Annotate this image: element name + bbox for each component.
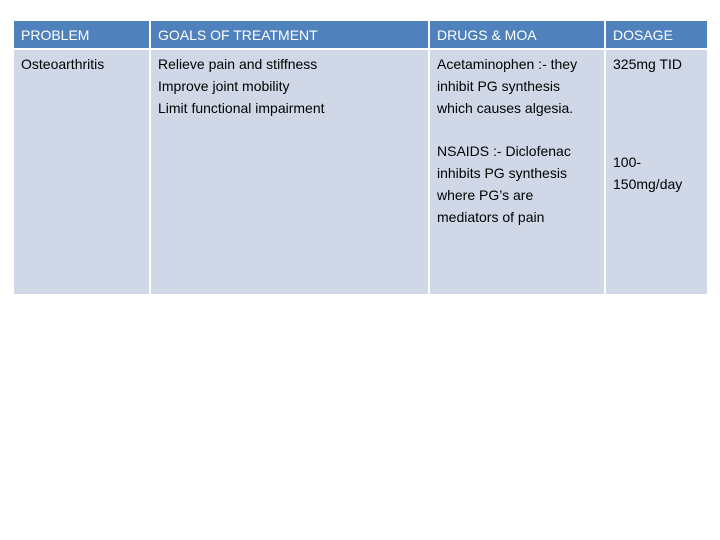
cell-dosage	[606, 50, 707, 294]
header-drugs-moa: DRUGS & MOA	[430, 21, 604, 48]
goal-item: Limit functional impairment	[158, 100, 325, 116]
header-dosage: DOSAGE	[606, 21, 707, 48]
header-goals-of-treatment: GOALS OF TREATMENT	[151, 21, 428, 48]
drug-nsaids: NSAIDS :- Diclofenac inhibits PG synthesis where PG’s are mediators of pain	[437, 143, 571, 225]
cell-problem	[14, 50, 149, 294]
drug-acetaminophen: Acetaminophen :- they inhibit PG synthesis which causes algesia.	[437, 56, 578, 116]
header-problem: PROBLEM	[14, 21, 149, 48]
dosage-nsaids: 100-150mg/day	[613, 154, 683, 192]
cell-drugs	[430, 50, 604, 294]
goal-item: Relieve pain and stiffness	[158, 56, 318, 72]
cell-goals	[151, 50, 428, 294]
problem-text: Osteoarthritis	[21, 56, 105, 72]
treatment-table	[14, 21, 707, 294]
goal-item: Improve joint mobility	[158, 78, 290, 94]
dosage-acetaminophen: 325mg TID	[613, 56, 682, 72]
